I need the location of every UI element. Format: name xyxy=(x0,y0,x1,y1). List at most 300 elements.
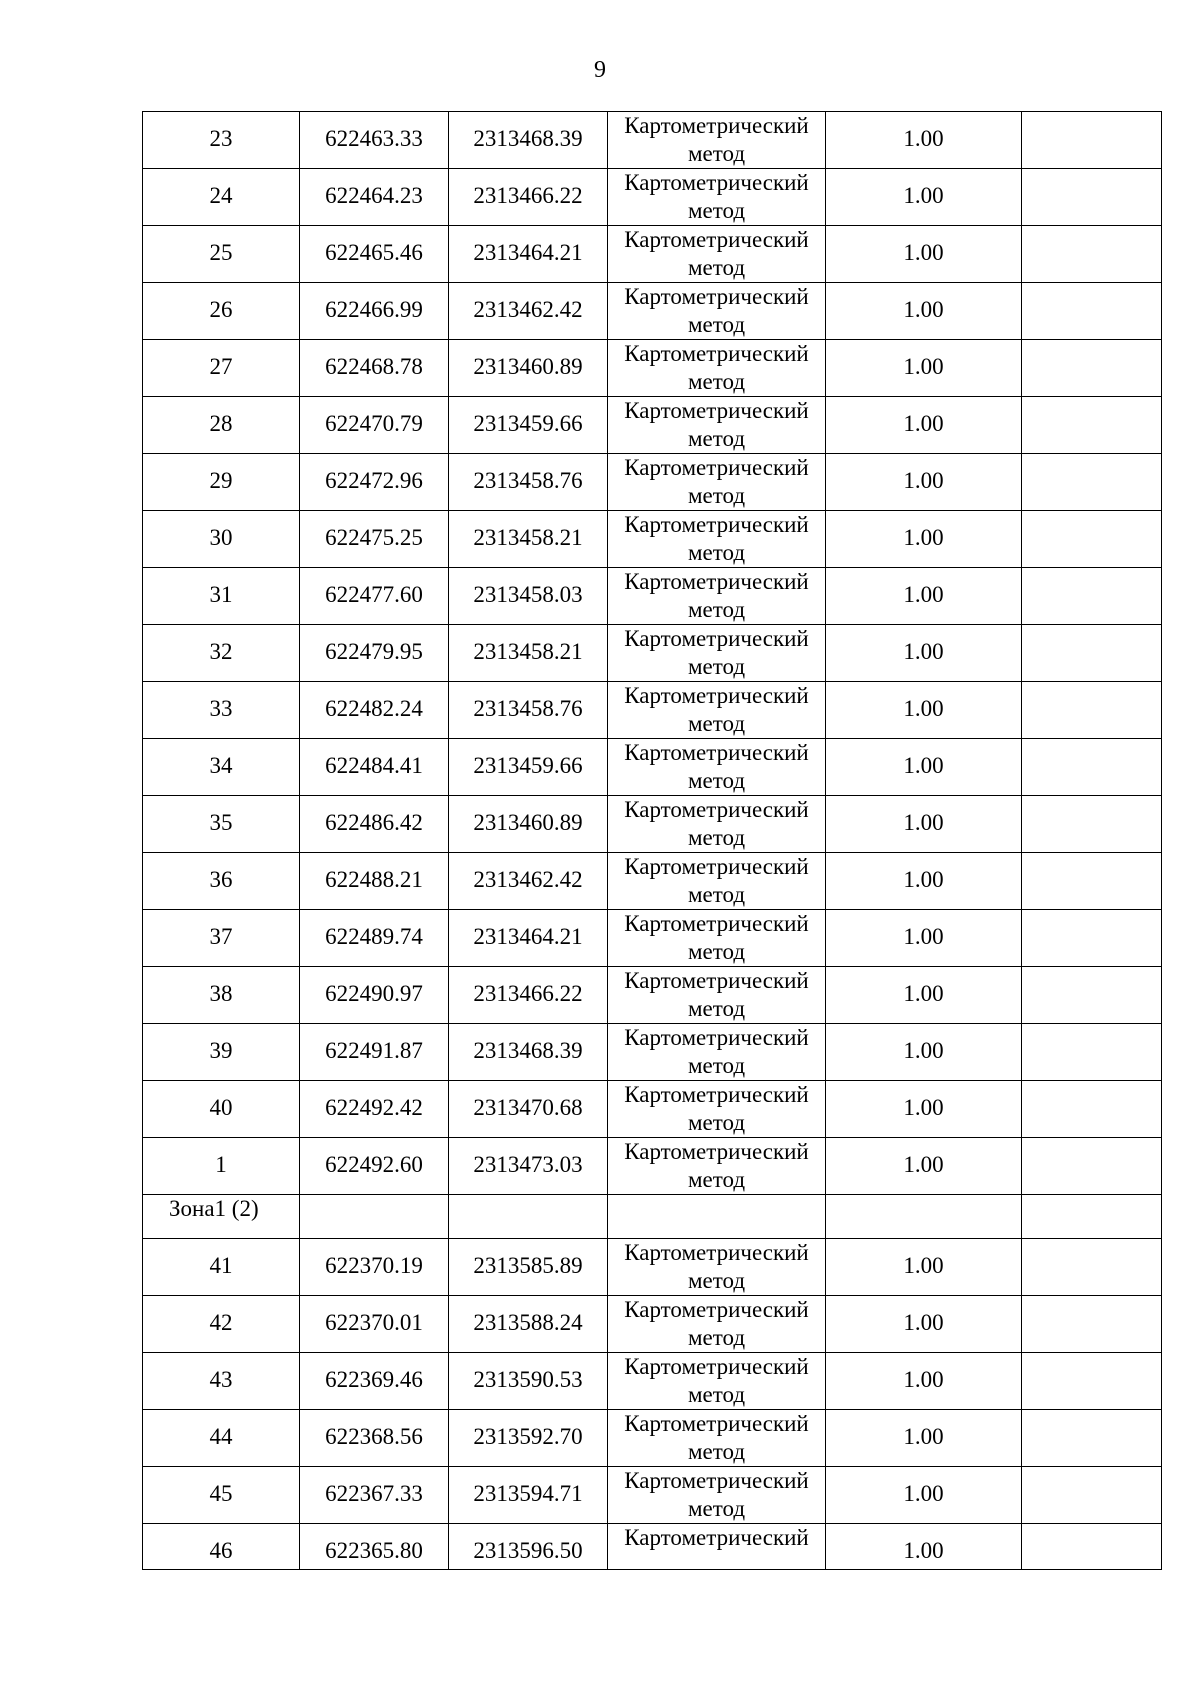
accuracy-value: 1.00 xyxy=(903,1253,944,1278)
table-row xyxy=(143,454,1162,511)
method-line: метод xyxy=(687,939,746,964)
method-text xyxy=(608,625,825,681)
y-coordinate-value: 2313470.68 xyxy=(473,1095,583,1120)
point-number-value: 43 xyxy=(209,1367,233,1392)
note-cell xyxy=(1022,910,1162,967)
note-value xyxy=(1022,625,1161,638)
point-number-cell xyxy=(143,739,300,796)
method-line: метод xyxy=(687,1439,746,1464)
empty-cell xyxy=(449,1195,608,1239)
method-line: метод xyxy=(687,1325,746,1350)
point-number-value: 46 xyxy=(209,1538,233,1563)
method-cell xyxy=(608,1524,826,1570)
accuracy-cell xyxy=(826,1024,1022,1081)
table-row xyxy=(143,739,1162,796)
x-coordinate-cell xyxy=(300,1467,449,1524)
note-cell xyxy=(1022,112,1162,169)
method-line: Картометрический xyxy=(624,911,809,936)
method-line: метод xyxy=(687,597,746,622)
point-number-value: 1 xyxy=(215,1152,227,1177)
note-cell xyxy=(1022,1138,1162,1195)
method-line: метод xyxy=(687,768,746,793)
empty-cell xyxy=(300,1195,449,1239)
method-text xyxy=(608,1138,825,1194)
x-coordinate-cell xyxy=(300,397,449,454)
accuracy-value: 1.00 xyxy=(903,1310,944,1335)
accuracy-cell xyxy=(826,454,1022,511)
method-line: Картометрический xyxy=(624,398,809,423)
method-line: метод xyxy=(687,312,746,337)
point-number-cell xyxy=(143,1467,300,1524)
x-coordinate-cell xyxy=(300,967,449,1024)
note-value xyxy=(1022,682,1161,695)
y-coordinate-cell xyxy=(449,796,608,853)
point-number-value: 27 xyxy=(209,354,233,379)
x-coordinate-value: 622368.56 xyxy=(325,1424,423,1449)
y-coordinate-value: 2313468.39 xyxy=(473,1038,583,1063)
note-value xyxy=(1022,967,1161,980)
y-coordinate-value: 2313459.66 xyxy=(473,753,583,778)
method-text xyxy=(608,1467,825,1523)
method-text xyxy=(608,511,825,567)
method-cell xyxy=(608,796,826,853)
method-text xyxy=(608,1296,825,1352)
method-cell xyxy=(608,1239,826,1296)
y-coordinate-value: 2313468.39 xyxy=(473,126,583,151)
method-line: метод xyxy=(687,711,746,736)
method-line: Картометрический xyxy=(624,227,809,252)
note-value xyxy=(1022,1138,1161,1151)
point-number-cell xyxy=(143,340,300,397)
table-row xyxy=(143,1467,1162,1524)
method-text xyxy=(608,1353,825,1409)
method-line: Картометрический xyxy=(624,683,809,708)
method-cell xyxy=(608,625,826,682)
x-coordinate-value: 622369.46 xyxy=(325,1367,423,1392)
y-coordinate-cell xyxy=(449,1024,608,1081)
note-cell xyxy=(1022,568,1162,625)
accuracy-cell xyxy=(826,169,1022,226)
method-line: Картометрический xyxy=(624,1082,809,1107)
method-line: метод xyxy=(687,654,746,679)
point-number-cell xyxy=(143,910,300,967)
accuracy-value: 1.00 xyxy=(903,183,944,208)
method-text xyxy=(608,568,825,624)
x-coordinate-value: 622477.60 xyxy=(325,582,423,607)
method-text xyxy=(608,226,825,282)
method-cell xyxy=(608,226,826,283)
table-row xyxy=(143,511,1162,568)
point-number-value: 36 xyxy=(209,867,233,892)
y-coordinate-cell xyxy=(449,853,608,910)
point-number-cell xyxy=(143,1353,300,1410)
note-value xyxy=(1022,1353,1161,1366)
note-value xyxy=(1022,853,1161,866)
table-row xyxy=(143,1138,1162,1195)
note-cell xyxy=(1022,967,1162,1024)
method-cell xyxy=(608,739,826,796)
y-coordinate-value: 2313464.21 xyxy=(473,924,583,949)
y-coordinate-value: 2313458.76 xyxy=(473,468,583,493)
point-number-cell xyxy=(143,853,300,910)
method-line: метод xyxy=(687,825,746,850)
accuracy-cell xyxy=(826,283,1022,340)
point-number-cell xyxy=(143,682,300,739)
accuracy-value: 1.00 xyxy=(903,1424,944,1449)
x-coordinate-value: 622367.33 xyxy=(325,1481,423,1506)
method-line: метод xyxy=(687,255,746,280)
point-number-cell xyxy=(143,796,300,853)
point-number-cell xyxy=(143,511,300,568)
y-coordinate-cell xyxy=(449,226,608,283)
note-cell xyxy=(1022,625,1162,682)
table-row xyxy=(143,283,1162,340)
method-text xyxy=(608,283,825,339)
point-number-value: 44 xyxy=(209,1424,233,1449)
x-coordinate-value: 622370.01 xyxy=(325,1310,423,1335)
table-row xyxy=(143,1024,1162,1081)
accuracy-value: 1.00 xyxy=(903,354,944,379)
accuracy-cell xyxy=(826,1353,1022,1410)
method-line: метод xyxy=(687,1496,746,1521)
x-coordinate-cell xyxy=(300,340,449,397)
point-number-value: 40 xyxy=(209,1095,233,1120)
method-text xyxy=(608,853,825,909)
point-number-value: 25 xyxy=(209,240,233,265)
point-number-value: 37 xyxy=(209,924,233,949)
method-line: Картометрический xyxy=(624,1354,809,1379)
accuracy-value: 1.00 xyxy=(903,1095,944,1120)
method-line: Картометрический xyxy=(624,170,809,195)
method-line: Картометрический xyxy=(624,626,809,651)
accuracy-value: 1.00 xyxy=(903,753,944,778)
x-coordinate-cell xyxy=(300,910,449,967)
point-number-cell xyxy=(143,1410,300,1467)
y-coordinate-cell xyxy=(449,1524,608,1570)
method-cell xyxy=(608,1296,826,1353)
x-coordinate-cell xyxy=(300,1410,449,1467)
table-row xyxy=(143,568,1162,625)
empty-cell xyxy=(826,1195,1022,1239)
accuracy-value: 1.00 xyxy=(903,810,944,835)
table-row xyxy=(143,169,1162,226)
method-text xyxy=(608,910,825,966)
method-line: метод xyxy=(687,996,746,1021)
method-cell xyxy=(608,169,826,226)
note-cell xyxy=(1022,340,1162,397)
x-coordinate-value: 622463.33 xyxy=(325,126,423,151)
point-number-cell xyxy=(143,568,300,625)
x-coordinate-cell xyxy=(300,1524,449,1570)
method-text xyxy=(608,1024,825,1080)
accuracy-value: 1.00 xyxy=(903,924,944,949)
note-cell xyxy=(1022,853,1162,910)
accuracy-cell xyxy=(826,511,1022,568)
y-coordinate-cell xyxy=(449,1138,608,1195)
method-cell xyxy=(608,397,826,454)
point-number-value: 30 xyxy=(209,525,233,550)
y-coordinate-cell xyxy=(449,511,608,568)
y-coordinate-cell xyxy=(449,169,608,226)
point-number-cell xyxy=(143,1524,300,1570)
method-cell xyxy=(608,112,826,169)
zone-header-row xyxy=(143,1195,1162,1239)
table-row xyxy=(143,682,1162,739)
y-coordinate-value: 2313462.42 xyxy=(473,297,583,322)
table-row xyxy=(143,967,1162,1024)
point-number-value: 39 xyxy=(209,1038,233,1063)
method-line: Картометрический xyxy=(624,854,809,879)
method-text xyxy=(608,340,825,396)
method-cell xyxy=(608,682,826,739)
x-coordinate-value: 622465.46 xyxy=(325,240,423,265)
note-cell xyxy=(1022,169,1162,226)
accuracy-value: 1.00 xyxy=(903,1367,944,1392)
accuracy-cell xyxy=(826,1239,1022,1296)
method-cell xyxy=(608,1024,826,1081)
accuracy-value: 1.00 xyxy=(903,525,944,550)
y-coordinate-value: 2313458.03 xyxy=(473,582,583,607)
method-text xyxy=(608,1081,825,1137)
x-coordinate-value: 622472.96 xyxy=(325,468,423,493)
method-text xyxy=(608,1524,825,1552)
x-coordinate-value: 622489.74 xyxy=(325,924,423,949)
x-coordinate-cell xyxy=(300,283,449,340)
table-row xyxy=(143,1524,1162,1570)
table-row xyxy=(143,340,1162,397)
x-coordinate-cell xyxy=(300,1296,449,1353)
method-cell xyxy=(608,1410,826,1467)
x-coordinate-cell xyxy=(300,796,449,853)
x-coordinate-cell xyxy=(300,454,449,511)
point-number-value: 34 xyxy=(209,753,233,778)
point-number-cell xyxy=(143,1024,300,1081)
accuracy-value: 1.00 xyxy=(903,639,944,664)
accuracy-cell xyxy=(826,853,1022,910)
accuracy-value: 1.00 xyxy=(903,1538,944,1563)
y-coordinate-cell xyxy=(449,568,608,625)
point-number-cell xyxy=(143,1239,300,1296)
note-value xyxy=(1022,1296,1161,1309)
note-value xyxy=(1022,112,1161,125)
point-number-value: 33 xyxy=(209,696,233,721)
method-text xyxy=(608,112,825,168)
point-number-value: 28 xyxy=(209,411,233,436)
note-cell xyxy=(1022,511,1162,568)
note-cell xyxy=(1022,796,1162,853)
note-value xyxy=(1022,1024,1161,1037)
method-cell xyxy=(608,1467,826,1524)
table-row xyxy=(143,853,1162,910)
empty-cell xyxy=(1022,1195,1162,1239)
zone-label: Зона1 (2) xyxy=(169,1196,259,1221)
zone-label-cell xyxy=(143,1195,300,1239)
accuracy-value: 1.00 xyxy=(903,582,944,607)
x-coordinate-value: 622468.78 xyxy=(325,354,423,379)
accuracy-value: 1.00 xyxy=(903,981,944,1006)
method-cell xyxy=(608,1353,826,1410)
accuracy-value: 1.00 xyxy=(903,1152,944,1177)
y-coordinate-cell xyxy=(449,1353,608,1410)
method-cell xyxy=(608,1138,826,1195)
accuracy-value: 1.00 xyxy=(903,126,944,151)
accuracy-value: 1.00 xyxy=(903,297,944,322)
table-row xyxy=(143,397,1162,454)
note-value xyxy=(1022,568,1161,581)
note-value xyxy=(1022,511,1161,524)
y-coordinate-cell xyxy=(449,340,608,397)
method-line: Картометрический xyxy=(624,740,809,765)
accuracy-value: 1.00 xyxy=(903,411,944,436)
accuracy-cell xyxy=(826,1081,1022,1138)
note-cell xyxy=(1022,226,1162,283)
point-number-cell xyxy=(143,283,300,340)
method-line: Картометрический xyxy=(624,512,809,537)
point-number-cell xyxy=(143,226,300,283)
note-cell xyxy=(1022,1467,1162,1524)
method-text xyxy=(608,967,825,1023)
accuracy-cell xyxy=(826,568,1022,625)
y-coordinate-value: 2313594.71 xyxy=(473,1481,583,1506)
method-line: Картометрический xyxy=(624,797,809,822)
y-coordinate-cell xyxy=(449,682,608,739)
x-coordinate-value: 622492.60 xyxy=(325,1152,423,1177)
note-cell xyxy=(1022,1239,1162,1296)
method-line: метод xyxy=(687,1382,746,1407)
x-coordinate-cell xyxy=(300,1024,449,1081)
note-value xyxy=(1022,283,1161,296)
x-coordinate-cell xyxy=(300,853,449,910)
method-line: Картометрический xyxy=(624,1139,809,1164)
y-coordinate-value: 2313473.03 xyxy=(473,1152,583,1177)
method-line: метод xyxy=(687,198,746,223)
method-line: метод xyxy=(687,141,746,166)
method-cell xyxy=(608,568,826,625)
note-cell xyxy=(1022,1024,1162,1081)
y-coordinate-value: 2313458.76 xyxy=(473,696,583,721)
y-coordinate-value: 2313590.53 xyxy=(473,1367,583,1392)
note-value xyxy=(1022,169,1161,182)
point-number-cell xyxy=(143,967,300,1024)
accuracy-value: 1.00 xyxy=(903,1038,944,1063)
point-number-cell xyxy=(143,1081,300,1138)
point-number-cell xyxy=(143,1138,300,1195)
table-row xyxy=(143,796,1162,853)
point-number-value: 24 xyxy=(209,183,233,208)
note-value xyxy=(1022,1410,1161,1423)
method-line: метод xyxy=(687,426,746,451)
note-value xyxy=(1022,1081,1161,1094)
x-coordinate-value: 622479.95 xyxy=(325,639,423,664)
table-row xyxy=(143,1410,1162,1467)
coordinates-table-body xyxy=(143,112,1162,1570)
note-value xyxy=(1022,1467,1161,1480)
accuracy-cell xyxy=(826,1138,1022,1195)
x-coordinate-cell xyxy=(300,1353,449,1410)
method-cell xyxy=(608,511,826,568)
note-value xyxy=(1022,910,1161,923)
x-coordinate-value: 622475.25 xyxy=(325,525,423,550)
method-cell xyxy=(608,283,826,340)
empty-cell xyxy=(608,1195,826,1239)
table-row xyxy=(143,112,1162,169)
method-cell xyxy=(608,910,826,967)
y-coordinate-value: 2313585.89 xyxy=(473,1253,583,1278)
point-number-value: 42 xyxy=(209,1310,233,1335)
method-line: Картометрический xyxy=(624,455,809,480)
method-line: Картометрический xyxy=(624,968,809,993)
method-cell xyxy=(608,967,826,1024)
method-text xyxy=(608,739,825,795)
point-number-cell xyxy=(143,112,300,169)
y-coordinate-value: 2313460.89 xyxy=(473,354,583,379)
note-value xyxy=(1022,454,1161,467)
method-line: метод xyxy=(687,1167,746,1192)
y-coordinate-cell xyxy=(449,1296,608,1353)
note-value xyxy=(1022,796,1161,809)
x-coordinate-value: 622370.19 xyxy=(325,1253,423,1278)
note-cell xyxy=(1022,1524,1162,1570)
y-coordinate-value: 2313459.66 xyxy=(473,411,583,436)
note-cell xyxy=(1022,1296,1162,1353)
y-coordinate-cell xyxy=(449,625,608,682)
x-coordinate-value: 622484.41 xyxy=(325,753,423,778)
accuracy-value: 1.00 xyxy=(903,696,944,721)
y-coordinate-cell xyxy=(449,1081,608,1138)
x-coordinate-cell xyxy=(300,226,449,283)
note-cell xyxy=(1022,1081,1162,1138)
x-coordinate-cell xyxy=(300,511,449,568)
note-value xyxy=(1022,739,1161,752)
y-coordinate-cell xyxy=(449,739,608,796)
x-coordinate-value: 622492.42 xyxy=(325,1095,423,1120)
accuracy-cell xyxy=(826,739,1022,796)
point-number-cell xyxy=(143,169,300,226)
y-coordinate-cell xyxy=(449,397,608,454)
y-coordinate-value: 2313460.89 xyxy=(473,810,583,835)
method-text xyxy=(608,169,825,225)
point-number-value: 35 xyxy=(209,810,233,835)
x-coordinate-value: 622466.99 xyxy=(325,297,423,322)
x-coordinate-value: 622490.97 xyxy=(325,981,423,1006)
accuracy-cell xyxy=(826,910,1022,967)
accuracy-cell xyxy=(826,112,1022,169)
method-line: Картометрический xyxy=(624,1297,809,1322)
point-number-value: 32 xyxy=(209,639,233,664)
y-coordinate-cell xyxy=(449,112,608,169)
x-coordinate-cell xyxy=(300,1239,449,1296)
y-coordinate-value: 2313466.22 xyxy=(473,981,583,1006)
method-cell xyxy=(608,340,826,397)
method-line: Картометрический xyxy=(624,1025,809,1050)
accuracy-cell xyxy=(826,682,1022,739)
method-line: Картометрический xyxy=(624,1468,809,1493)
accuracy-cell xyxy=(826,1410,1022,1467)
method-line: Картометрический xyxy=(624,1411,809,1436)
point-number-value: 29 xyxy=(209,468,233,493)
x-coordinate-value: 622365.80 xyxy=(325,1538,423,1563)
accuracy-cell xyxy=(826,226,1022,283)
point-number-cell xyxy=(143,625,300,682)
method-text xyxy=(608,397,825,453)
y-coordinate-value: 2313464.21 xyxy=(473,240,583,265)
x-coordinate-cell xyxy=(300,568,449,625)
method-cell xyxy=(608,853,826,910)
accuracy-value: 1.00 xyxy=(903,240,944,265)
method-line: Картометрический xyxy=(624,569,809,594)
y-coordinate-value: 2313462.42 xyxy=(473,867,583,892)
accuracy-cell xyxy=(826,1467,1022,1524)
